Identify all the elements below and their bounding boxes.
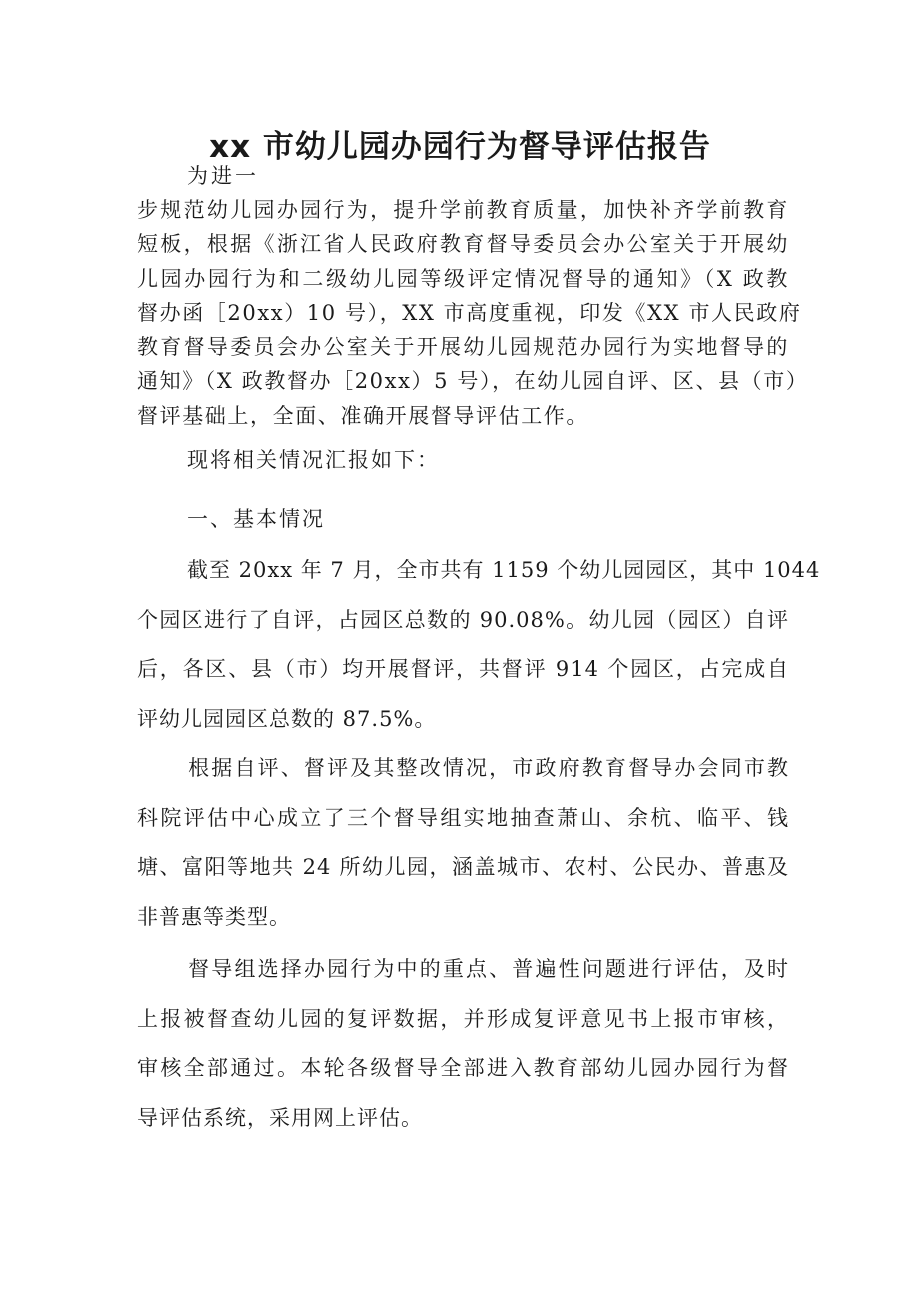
paragraph-inspection-groups [137, 744, 789, 942]
intro-line: 通知》（X 政教督办［20xx）5 号），在幼儿园自评、区、县（市） [137, 369, 809, 394]
paragraph-line: 科院评估中心成立了三个督导组实地抽查萧山、余杭、临平、钱 [137, 805, 789, 830]
intro-line: 督评基础上，全面、准确开展督导评估工作。 [137, 403, 589, 428]
intro-line: 短板，根据《浙江省人民政府教育督导委员会办公室关于开展幼 [137, 232, 789, 257]
paragraph-line: 审核全部通过。本轮各级督导全部进入教育部幼儿园办园行为督 [137, 1056, 789, 1080]
paragraph-line: 根据自评、督评及其整改情况，市政府教育督导办会同市教 [187, 756, 789, 780]
paragraph-line: 塘、富阳等地共 24 所幼儿园，涵盖城市、农村、公民办、普惠及 [137, 855, 789, 879]
intro-line: 督办函［20xx）10 号），XX 市高度重视，印发《XX 市人民政府 [137, 300, 802, 325]
document-title: xx 市幼儿园办园行为督导评估报告 [209, 129, 711, 165]
paragraph-line: 评幼儿园园区总数的 87.5%。 [137, 706, 437, 731]
paragraph-line: 导评估系统，采用网上评估。 [137, 1105, 423, 1130]
intro-line: 步规范幼儿园办园行为，提升学前教育质量，加快补齐学前教育 [137, 198, 789, 222]
intro-lead-fragment: 为进一 [187, 164, 259, 188]
intro-line: 儿园办园行为和二级幼儿园等级评定情况督导的通知》（X 政教 [137, 266, 789, 291]
paragraph-line: 个园区进行了自评，占园区总数的 90.08%。幼儿园（园区）自评 [137, 607, 789, 632]
paragraph-line: 截至 20xx 年 7 月，全市共有 1159 个幼儿园园区，其中 1044 [187, 558, 821, 582]
paragraph-line: 督导组选择办园行为中的重点、普遍性问题进行评估，及时 [187, 957, 789, 981]
report-intro-line: 现将相关情况汇报如下： [187, 448, 440, 472]
paragraph-line: 后，各区、县（市）均开展督评，共督评 914 个园区，占完成自 [137, 657, 789, 681]
intro-line: 教育督导委员会办公室关于开展幼儿园规范办园行为实地督导的 [137, 335, 789, 360]
paragraph-line: 非普惠等类型。 [137, 904, 291, 929]
paragraph-statistics [137, 546, 821, 744]
section-heading-basic-situation: 一、基本情况 [187, 507, 325, 531]
paragraph-line: 上报被督查幼儿园的复评数据，并形成复评意见书上报市审核， [137, 1006, 789, 1031]
paragraph-evaluation-process [137, 945, 789, 1143]
intro-paragraph [137, 193, 809, 433]
